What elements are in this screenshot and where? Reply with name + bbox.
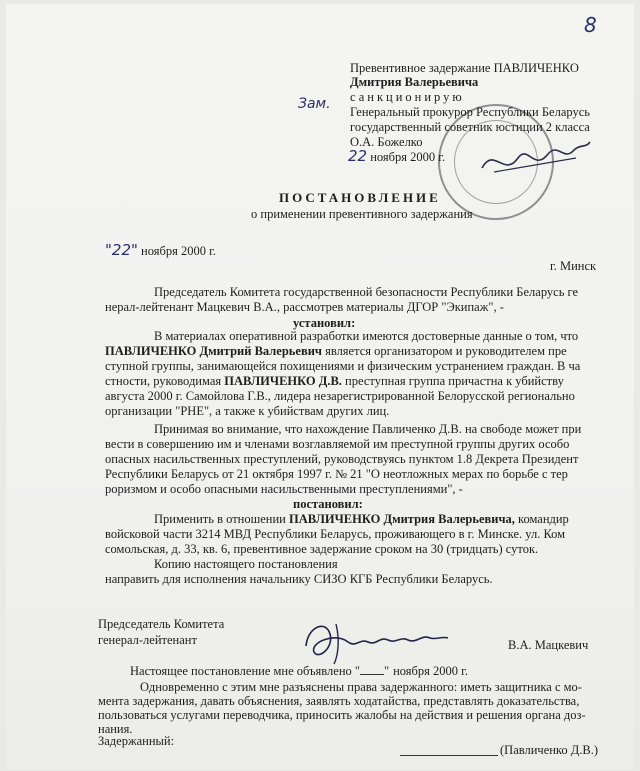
signer-position-2: генерал-лейтенант bbox=[98, 633, 197, 647]
approval-zam: Зам. bbox=[298, 96, 331, 112]
page-number: 8 bbox=[584, 13, 597, 37]
facts-name: ПАВЛИЧЕНКО Дмитрий Валерьевич bbox=[105, 344, 322, 358]
document-subtitle: о применении превентивного задержания bbox=[251, 207, 473, 221]
approval-line-3: санкционирую bbox=[350, 90, 465, 104]
intro-line-1: Председатель Комитета государственной безопасности Республики Беларусь ге bbox=[154, 285, 579, 299]
consideration-line-4: Республики Беларусь от 21 октября 1997 г. № 21 "О неотложных мерах по борьбе с тер bbox=[105, 467, 568, 481]
order-line-5: направить для исполнения начальнику СИЗО КГБ Республики Беларусь. bbox=[105, 572, 493, 586]
document-page bbox=[6, 4, 634, 769]
detained-label: Задержанный: bbox=[98, 734, 175, 748]
facts-line-4-c: преступная группа причастна к убийству bbox=[341, 374, 564, 388]
order-line-1 bbox=[154, 512, 569, 526]
approval-date bbox=[348, 149, 445, 164]
chairman-signature bbox=[296, 612, 456, 672]
facts-line-4 bbox=[105, 374, 564, 388]
order-line-1-a: Применить в отношении bbox=[154, 512, 289, 526]
announcement-line bbox=[130, 664, 468, 678]
approval-date-rest: ноября 2000 г. bbox=[370, 150, 446, 164]
consideration-line-5: роризмом и особо опасными насильственными преступлениями", - bbox=[105, 482, 463, 496]
order-line-3: сомольская, д. 33, кв. 6, превентивное задержание сроком на 30 (тридцать) суток. bbox=[105, 542, 539, 556]
announcement-text: Настоящее постановление мне объявлено " bbox=[130, 664, 360, 678]
facts-line-4-a: стности, руководимая bbox=[105, 374, 225, 388]
approval-line-2: Дмитрия Валерьевича bbox=[350, 75, 479, 89]
order-line-4: Копию настоящего постановления bbox=[154, 557, 338, 571]
approval-date-day: 22 bbox=[348, 147, 368, 165]
detained-signature-line bbox=[400, 755, 498, 756]
signer-position-1: Председатель Комитета bbox=[98, 617, 225, 631]
document-date bbox=[105, 243, 216, 258]
approval-line-1: Превентивное задержание ПАВЛИЧЕНКО bbox=[350, 61, 579, 75]
rights-line-1: Одновременно с этим мне разъяснены права задержанного: иметь защитника с мо- bbox=[140, 680, 582, 694]
intro-line-2: нерал-лейтенант Мацкевич В.А., рассмотрев материалы ДГОР "Экипаж", - bbox=[105, 300, 504, 314]
rights-line-2: мента задержания, давать объяснения, заявлять ходатайства, представлять доказательства, bbox=[98, 694, 580, 708]
facts-line-5: августа 2000 г. Самойлова Г.В., лидера незарегистрированной Белорусской регионально bbox=[105, 389, 575, 403]
consideration-line-3: опасных насильственных преступлений, руководствуясь пунктом 1.8 Декрета Президент bbox=[105, 452, 579, 466]
rights-line-4: нания. bbox=[98, 722, 133, 736]
order-line-1-name: ПАВЛИЧЕНКО Дмитрия Валерьевича, bbox=[288, 512, 515, 526]
detained-name: (Павличенко Д.В.) bbox=[500, 743, 599, 757]
facts-line-2-rest: является организатором и руководителем пре bbox=[321, 344, 567, 358]
order-line-2: войсковой части 3214 МВД Республики Беларусь, проживающего в г. Минске. ул. Ком bbox=[105, 527, 566, 541]
approval-line-6: О.А. Божелко bbox=[350, 135, 423, 149]
document-date-day: "22" bbox=[105, 241, 138, 259]
facts-line-4-name: ПАВЛИЧЕНКО Д.В. bbox=[224, 374, 342, 388]
consideration-line-2: вести в совершению им и членами возглавляемой им преступной группы других особо bbox=[105, 437, 570, 451]
document-date-rest: ноября 2000 г. bbox=[141, 244, 216, 258]
facts-line-6: организации "РНЕ", а также к убийствам других лиц. bbox=[105, 404, 390, 418]
facts-line-2 bbox=[105, 344, 567, 358]
announcement-month: ноября 2000 г. bbox=[393, 664, 468, 678]
consideration-line-1: Принимая во внимание, что нахождение Павличенко Д.В. на свободе может при bbox=[154, 422, 582, 436]
heading-ustanovil: установил: bbox=[293, 316, 356, 330]
rights-line-3: пользоваться услугами переводчика, приносить жалобы на действия и решения органа доз- bbox=[98, 708, 586, 722]
facts-line-1: В материалах оперативной разработки имеются достоверные данные о том, что bbox=[154, 329, 579, 343]
order-line-1-c: командир bbox=[514, 512, 569, 526]
signer-name: В.А. Мацкевич bbox=[508, 638, 589, 652]
prosecutor-signature bbox=[474, 128, 594, 188]
document-city: г. Минск bbox=[550, 259, 597, 273]
approval-line-5: государственный советник юстиции 2 класса bbox=[350, 120, 590, 134]
approval-line-4: Генеральный прокурор Республики Беларусь bbox=[350, 105, 590, 119]
announcement-quote: " bbox=[383, 664, 390, 678]
facts-line-3: ступной группы, занимающейся похищениями и физическим устранением граждан. В ча bbox=[105, 359, 581, 373]
heading-postanovil: постановил: bbox=[293, 497, 363, 511]
document-title: ПОСТАНОВЛЕНИЕ bbox=[279, 190, 441, 205]
